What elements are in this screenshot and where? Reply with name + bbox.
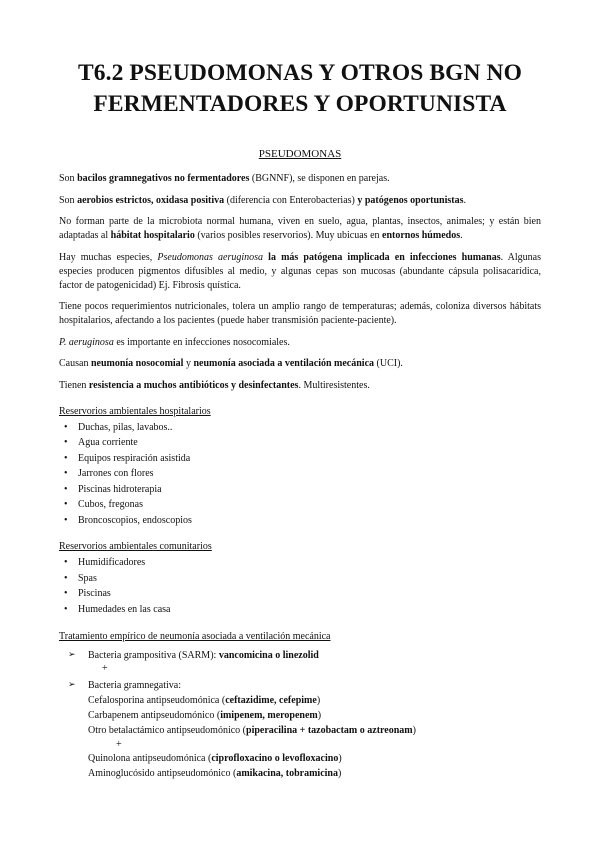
treatment-option: Carbapenem antipseudomónico (imipenem, meropenem) — [88, 710, 322, 722]
page-title — [59, 58, 541, 120]
list-item: • Cubos, fregonas — [59, 497, 541, 513]
list-item: • Piscinas hidroterapia — [59, 482, 541, 498]
paragraph-habitat: No forman parte de la microbiota normal humana, viven en suelo, agua, plantas, insectos, animales; y están bien adaptadas al hábitat hospitalario (varios posibles reservorios). Muy ubicuas en entornos húmedos. — [59, 216, 541, 241]
paragraph-neumonia: Causan neumonía nosocomial y neumonía asociada a ventilación mecánica (UCI). — [59, 358, 403, 369]
list-item: • Agua corriente — [59, 435, 541, 451]
section-title: PSEUDOMONAS — [258, 148, 342, 160]
gramnegative-item: ➢ Bacteria gramnegativa: — [68, 680, 182, 691]
document-page — [59, 58, 541, 781]
list-item: • Duchas, pilas, lavabos.. — [59, 420, 541, 436]
treatment-option: Otro betalactámico antipseudomónico (piperacilina + tazobactam o aztreonam) — [88, 725, 416, 737]
arrow-bullet-icon: ➢ — [68, 650, 76, 660]
paragraph-especies: Hay muchas especies, Pseudomonas aeruginosa la más patógena implicada en infecciones humanas. Algunas especies producen pigmentos difusibles al medio, y algunas cepas son mucosas (abundante cápsula polisacarídica, factor de patogenicidad) Ej. Fibrosis quística. — [59, 251, 541, 291]
paragraph-resistencia: Tienen resistencia a muchos antibióticos y desinfectantes. Multiresistentes. — [59, 379, 370, 391]
list-item: • Humedades en las casa — [59, 602, 541, 618]
community-reservoirs-list — [59, 555, 541, 617]
treatment-option: Aminoglucósido antipseudomónico (amikacina, tobramicina) — [88, 767, 342, 779]
paragraph-bgnnf: Son bacilos gramnegativos no fermentadores (BGNNF), se disponen en parejas. — [59, 173, 390, 184]
grampositive-item: ➢ Bacteria grampositiva (SARM): vancomicina o linezolid — [68, 650, 319, 661]
list-item: • Spas — [59, 571, 541, 587]
title-line-2: FERMENTADORES Y OPORTUNISTA — [93, 91, 507, 117]
list-item: • Equipos respiración asistida — [59, 451, 541, 467]
treatment-heading: Tratamiento empírico de neumonía asociada a ventilación mecánica — [59, 631, 331, 642]
paragraph-requerimientos: Tiene pocos requerimientos nutricionales, tolera un amplio rango de temperaturas; además, coloniza diversos hábitats hospitalarios, afectando a los pacientes (puede haber transmisión paciente-paciente). — [59, 301, 541, 326]
list-item: • Jarrones con flores — [59, 466, 541, 482]
treatment-option: Quinolona antipseudomónica (ciprofloxacino o levofloxacino) — [88, 752, 342, 764]
title-line-1: T6.2 PSEUDOMONAS Y OTROS BGN NO — [78, 60, 522, 86]
arrow-bullet-icon: ➢ — [68, 680, 76, 690]
paragraph-aerobios: Son aerobios estrictos, oxidasa positiva (diferencia con Enterobacterias) y patógenos oportunistas. — [59, 194, 467, 206]
paragraph-nosocomiales: P. aeruginosa es importante en infecciones nosocomiales. — [59, 336, 290, 348]
list-item: • Broncoscopios, endoscopios — [59, 513, 541, 529]
hospital-reservoirs-list — [59, 420, 541, 529]
treatment-option: Cefalosporina antipseudomónica (ceftazidime, cefepime) — [88, 695, 321, 706]
community-reservoirs-heading: Reservorios ambientales comunitarios — [59, 541, 212, 552]
hospital-reservoirs-heading: Reservorios ambientales hospitalarios — [59, 405, 211, 417]
plus-sign: + — [102, 663, 108, 674]
list-item: • Piscinas — [59, 586, 541, 602]
plus-sign: + — [116, 738, 122, 750]
list-item: • Humidificadores — [59, 555, 541, 571]
